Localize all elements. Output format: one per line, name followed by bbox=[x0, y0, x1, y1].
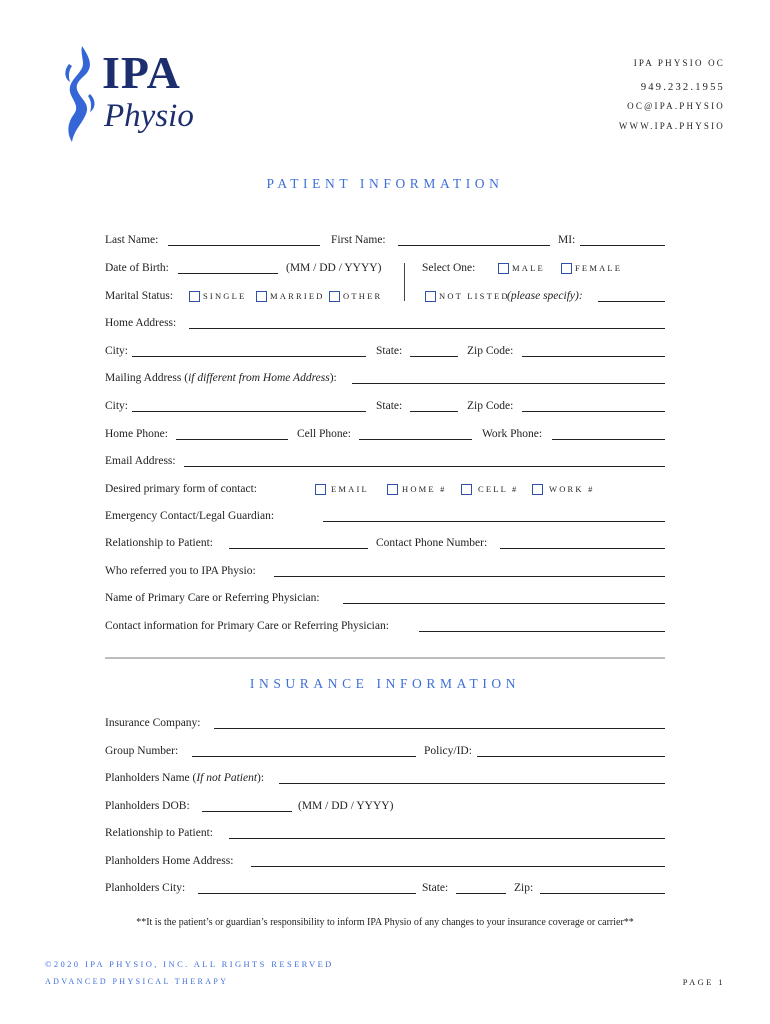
patient-section-title: PATIENT INFORMATION bbox=[266, 176, 504, 191]
home-phone-label: Home Phone: bbox=[105, 428, 168, 440]
select-one-label: Select One: bbox=[422, 262, 476, 274]
email-address-field[interactable] bbox=[184, 466, 665, 467]
cell-contact-label: CELL # bbox=[478, 484, 519, 494]
planholder-dob-format-hint: (MM / DD / YYYY) bbox=[298, 800, 394, 812]
dob-label: Date of Birth: bbox=[105, 262, 169, 274]
page-number: PAGE 1 bbox=[682, 977, 725, 987]
mi-label: MI: bbox=[558, 234, 576, 246]
planholder-address-field[interactable] bbox=[251, 866, 665, 867]
male-checkbox[interactable] bbox=[498, 263, 509, 274]
mailing-city-field[interactable] bbox=[132, 411, 366, 412]
dob-format-hint: (MM / DD / YYYY) bbox=[286, 262, 382, 274]
other-label: OTHER bbox=[343, 291, 383, 301]
contact-phone-field[interactable] bbox=[500, 548, 665, 549]
dob-field[interactable] bbox=[178, 273, 278, 274]
city-label: City: bbox=[105, 345, 129, 357]
work-contact-label: WORK # bbox=[549, 484, 595, 494]
planholder-dob-label: Planholders DOB: bbox=[105, 800, 190, 812]
mailing-address-field[interactable] bbox=[352, 383, 665, 384]
contact-phone: 949.232.1955 bbox=[640, 82, 725, 93]
contact-website: WWW.IPA.PHYSIO bbox=[618, 121, 725, 131]
copyright-text: ©2020 IPA PHYSIO, INC. ALL RIGHTS RESERVED bbox=[45, 959, 334, 969]
mailing-state-label: State: bbox=[376, 400, 403, 412]
email-address-label: Email Address: bbox=[105, 455, 176, 467]
planholder-name-label: Planholders Name (If not Patient): bbox=[105, 772, 265, 784]
cell-contact-checkbox[interactable] bbox=[461, 484, 472, 495]
please-specify-field[interactable] bbox=[598, 301, 665, 302]
contact-email: OC@IPA.PHYSIO bbox=[627, 101, 725, 111]
relationship-field[interactable] bbox=[229, 548, 368, 549]
marital-status-label: Marital Status: bbox=[105, 290, 174, 302]
mailing-city-label: City: bbox=[105, 400, 129, 412]
group-number-field[interactable] bbox=[192, 756, 416, 757]
zip-label: Zip Code: bbox=[467, 345, 514, 357]
mailing-state-field[interactable] bbox=[410, 411, 458, 412]
other-checkbox[interactable] bbox=[329, 291, 340, 302]
relationship-label: Relationship to Patient: bbox=[105, 537, 213, 549]
section-divider bbox=[105, 657, 665, 659]
male-label: MALE bbox=[512, 263, 545, 273]
spine-figure-icon bbox=[60, 44, 102, 144]
mailing-zip-label: Zip Code: bbox=[467, 400, 514, 412]
female-label: FEMALE bbox=[575, 263, 623, 273]
cell-phone-field[interactable] bbox=[359, 439, 472, 440]
female-checkbox[interactable] bbox=[561, 263, 572, 274]
emergency-contact-field[interactable] bbox=[323, 521, 665, 522]
planholder-zip-field[interactable] bbox=[540, 893, 665, 894]
logo-text-ipa: IPA bbox=[102, 47, 181, 98]
logo-text-physio: Physio bbox=[104, 98, 194, 134]
home-contact-checkbox[interactable] bbox=[387, 484, 398, 495]
logo bbox=[60, 44, 210, 144]
married-label: MARRIED bbox=[270, 291, 325, 301]
zip-field[interactable] bbox=[522, 356, 665, 357]
contact-name: IPA PHYSIO OC bbox=[633, 58, 725, 68]
planholder-zip-label: Zip: bbox=[514, 882, 534, 894]
state-field[interactable] bbox=[410, 356, 458, 357]
home-address-field[interactable] bbox=[189, 328, 665, 329]
planholder-relationship-field[interactable] bbox=[229, 838, 665, 839]
insurance-section-title: INSURANCE INFORMATION bbox=[249, 676, 521, 691]
planholder-name-field[interactable] bbox=[279, 783, 665, 784]
first-name-label: First Name: bbox=[331, 234, 386, 246]
not-listed-checkbox[interactable] bbox=[425, 291, 436, 302]
contact-phone-label: Contact Phone Number: bbox=[376, 537, 488, 549]
physician-name-field[interactable] bbox=[343, 603, 665, 604]
policy-id-field[interactable] bbox=[477, 756, 665, 757]
work-phone-label: Work Phone: bbox=[482, 428, 543, 440]
referred-by-field[interactable] bbox=[274, 576, 665, 577]
desired-contact-label: Desired primary form of contact: bbox=[105, 483, 257, 495]
please-specify-label: (please specify): bbox=[507, 290, 583, 302]
planholder-city-label: Planholders City: bbox=[105, 882, 186, 894]
mailing-zip-field[interactable] bbox=[522, 411, 665, 412]
mi-field[interactable] bbox=[580, 245, 665, 246]
footer-tagline: ADVANCED PHYSICAL THERAPY bbox=[45, 977, 229, 986]
cell-phone-label: Cell Phone: bbox=[297, 428, 351, 440]
insurance-company-field[interactable] bbox=[214, 728, 665, 729]
home-address-label: Home Address: bbox=[105, 317, 177, 329]
email-contact-checkbox[interactable] bbox=[315, 484, 326, 495]
insurance-notice: **It is the patient’s or guardian’s responsibility to inform IPA Physio of any changes to your insurance coverage or carrier** bbox=[136, 917, 634, 928]
email-contact-label: EMAIL bbox=[331, 484, 369, 494]
work-contact-checkbox[interactable] bbox=[532, 484, 543, 495]
not-listed-label: NOT LISTED bbox=[439, 291, 510, 301]
physician-name-label: Name of Primary Care or Referring Physician: bbox=[105, 592, 320, 604]
mailing-address-label: Mailing Address (if different from Home Address): bbox=[105, 372, 337, 384]
last-name-field[interactable] bbox=[168, 245, 320, 246]
planholder-relationship-label: Relationship to Patient: bbox=[105, 827, 213, 839]
emergency-contact-label: Emergency Contact/Legal Guardian: bbox=[105, 510, 275, 522]
planholder-address-label: Planholders Home Address: bbox=[105, 855, 234, 867]
home-contact-label: HOME # bbox=[402, 484, 447, 494]
home-phone-field[interactable] bbox=[176, 439, 288, 440]
single-label: SINGLE bbox=[203, 291, 247, 301]
first-name-field[interactable] bbox=[398, 245, 550, 246]
planholder-state-field[interactable] bbox=[456, 893, 506, 894]
group-number-label: Group Number: bbox=[105, 745, 179, 757]
planholder-dob-field[interactable] bbox=[202, 811, 292, 812]
last-name-label: Last Name: bbox=[105, 234, 159, 246]
insurance-company-label: Insurance Company: bbox=[105, 717, 201, 729]
work-phone-field[interactable] bbox=[552, 439, 665, 440]
vertical-divider bbox=[404, 263, 405, 301]
physician-contact-label: Contact information for Primary Care or Referring Physician: bbox=[105, 620, 389, 632]
physician-contact-field[interactable] bbox=[419, 631, 665, 632]
married-checkbox[interactable] bbox=[256, 291, 267, 302]
single-checkbox[interactable] bbox=[189, 291, 200, 302]
referred-by-label: Who referred you to IPA Physio: bbox=[105, 565, 256, 577]
planholder-city-field[interactable] bbox=[198, 893, 416, 894]
planholder-state-label: State: bbox=[422, 882, 449, 894]
state-label: State: bbox=[376, 345, 403, 357]
policy-id-label: Policy/ID: bbox=[424, 745, 472, 757]
city-field[interactable] bbox=[132, 356, 366, 357]
